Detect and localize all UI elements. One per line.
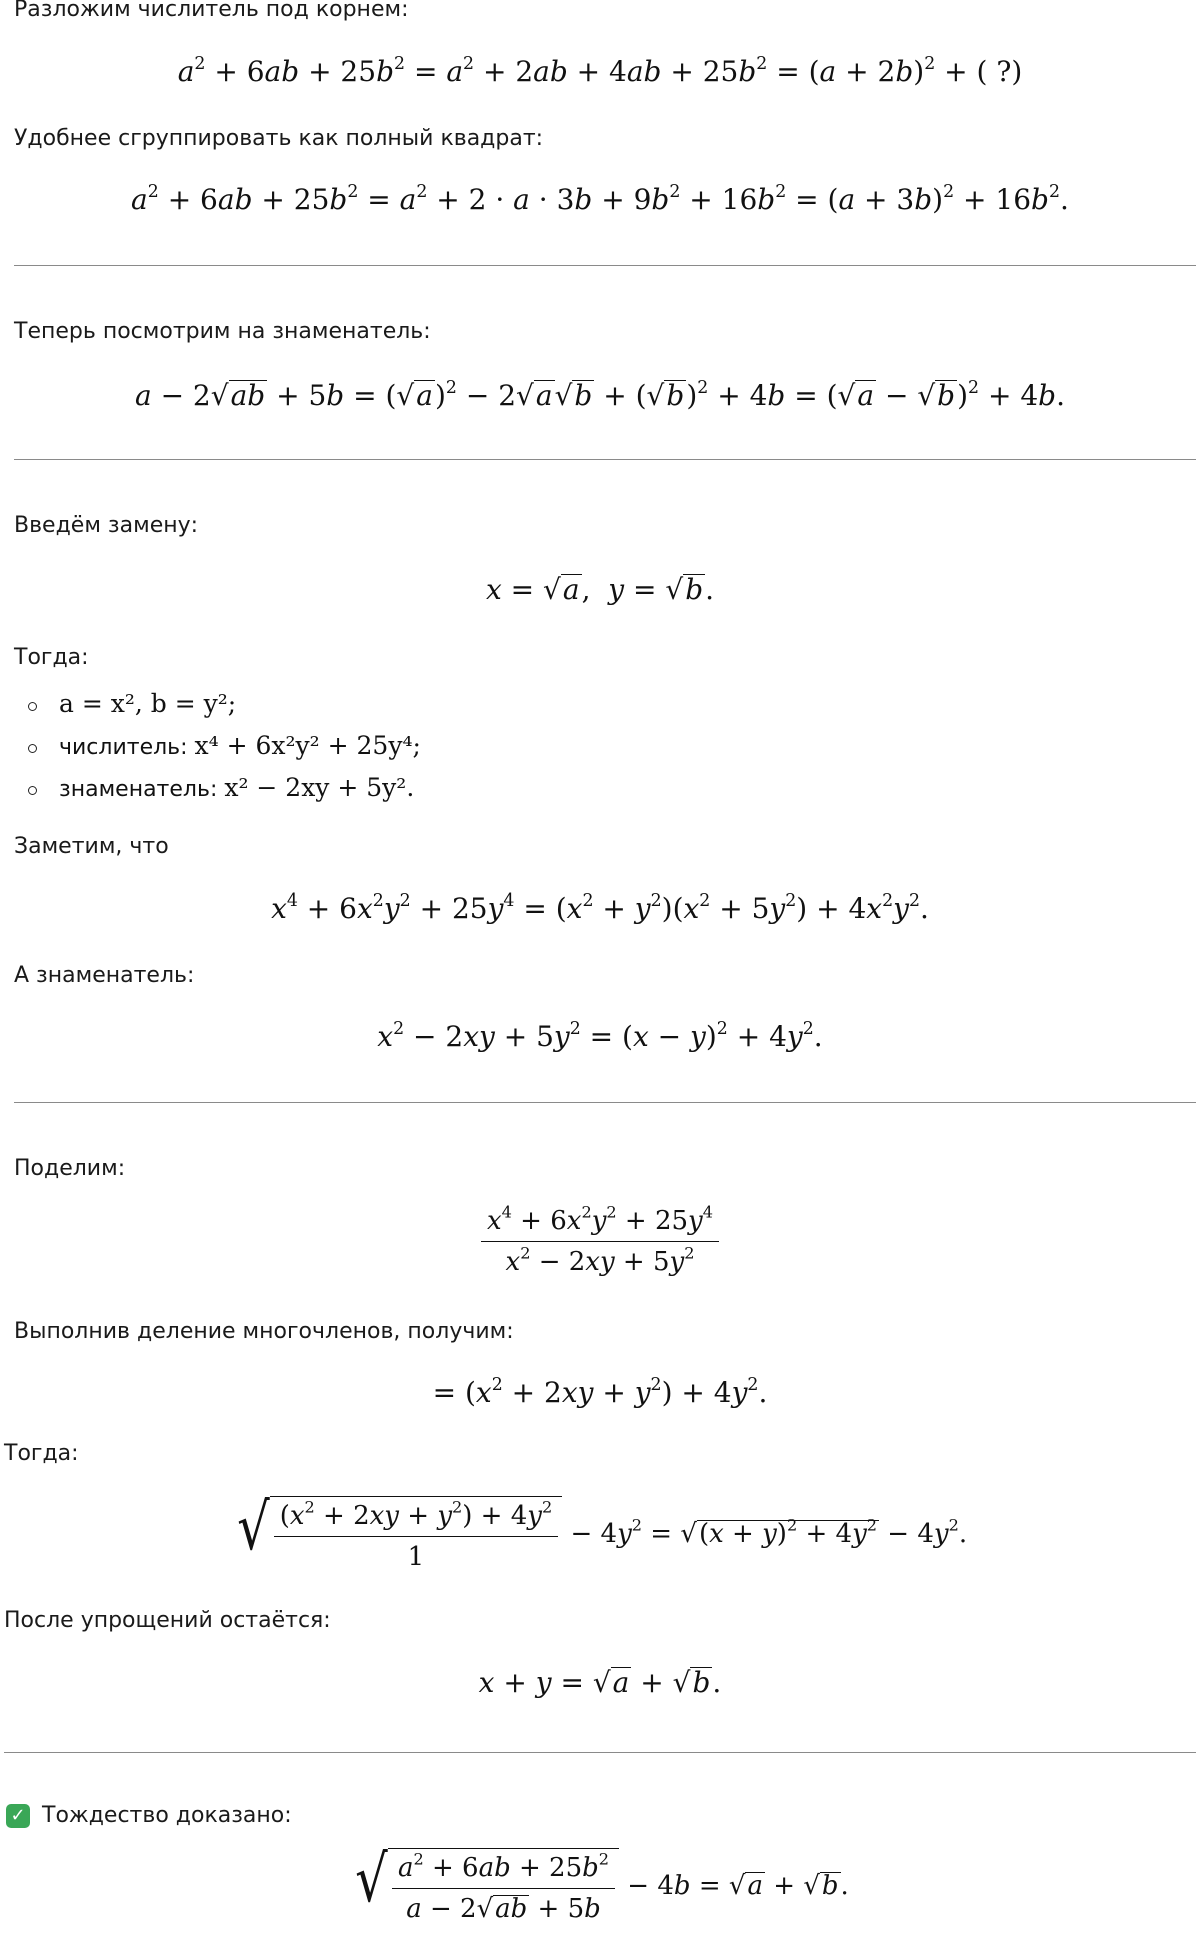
- divider-1: [14, 265, 1196, 266]
- bullet-icon: [28, 744, 37, 753]
- divider-2: [14, 459, 1196, 460]
- fraction: $\frac{x^4 + 6x^2y^2 + 25y^4}{x^2 - 2xy + 5y^2}$: [481, 1204, 719, 1279]
- bullet-math-1: a = x², b = y²;: [59, 689, 237, 718]
- label-polynomial-division: Выполнив деление многочленов, получим:: [14, 1319, 514, 1344]
- formula-denominator-xy: $x^2 - 2xy + 5y^2 = (x - y)^2 + 4y^2$.: [377, 1018, 823, 1053]
- formula-fraction: [0, 1204, 1200, 1279]
- label-then-1: Тогда:: [14, 645, 89, 670]
- bullet-math-2: x⁴ + 6x²y² + 25y⁴;: [194, 731, 421, 760]
- label-after-simplify: После упрощений остаётся:: [4, 1608, 331, 1633]
- label-note: Заметим, что: [14, 834, 169, 859]
- label-denominator: Теперь посмотрим на знаменатель:: [14, 319, 431, 344]
- bullet-icon: [28, 702, 37, 711]
- label-then-2: Тогда:: [4, 1441, 79, 1466]
- label-divide: Поделим:: [14, 1156, 126, 1181]
- list-item: [28, 731, 421, 763]
- bullet-text-2: числитель:: [59, 735, 195, 760]
- formula-root-simplify: √ $\frac{(x^2 + 2xy + y^2) + 4y^2}{1}$ − $4y^2 = √(x + y)^2 + 4y^2 - 4y^2$.: [0, 1496, 1200, 1574]
- radical: √ $\frac{a^2 + 6ab + 25b^2}{a - 2√ab + 5b}$: [351, 1848, 619, 1926]
- divider-3: [14, 1102, 1196, 1103]
- label-and-denominator: А знаменатель:: [14, 963, 195, 988]
- list-item: [28, 689, 236, 721]
- bullet-math-3: x² − 2xy + 5y².: [224, 773, 415, 802]
- formula-final-sum: x + y = √a + √b.: [478, 1666, 722, 1699]
- formula-substitution: x = √a, y = √b.: [485, 573, 715, 606]
- formula-numerator-expansion-1: $a^2 + 6ab + 25b^2 = a^2 + 2ab + 4ab + 25b^2 = (a + 2b)^2$ + ( ?): [177, 53, 1023, 88]
- formula-identity: √ $\frac{a^2 + 6ab + 25b^2}{a - 2√ab + 5b}$ − 4b = √a + √b.: [0, 1848, 1200, 1926]
- label-identity-proved: Тождество доказано:: [42, 1803, 292, 1828]
- bullet-icon: [28, 786, 37, 795]
- radical: √ $\frac{(x^2 + 2xy + y^2) + 4y^2}{1}$: [233, 1496, 562, 1574]
- formula-numerator-xy: $x^4 + 6x^2y^2 + 25y^4 = (x^2 + y^2)(x^2 + 5y^2) + 4x^2y^2$.: [271, 890, 929, 925]
- label-group-square: Удобнее сгруппировать как полный квадрат:: [14, 126, 544, 151]
- conclusion-heading: [6, 1802, 292, 1830]
- label-expand-numerator: Разложим числитель под корнем:: [14, 0, 409, 22]
- formula-denominator-expansion: $a - 2√ab + 5b = (√a)^2 - 2√a√b + (√b)^2 + 4b = (√a - √b)^2 + 4b$.: [134, 377, 1066, 412]
- formula-numerator-expansion-2: $a^2 + 6ab + 25b^2 = a^2 + 2 \cdot a \cdot 3b + 9b^2 + 16b^2 = (a + 3b)^2 + 16b^2$.: [131, 181, 1069, 216]
- bullet-text-3: знаменатель:: [59, 777, 225, 802]
- divider-4: [4, 1752, 1196, 1753]
- list-item: [28, 773, 414, 805]
- label-substitution: Введём замену:: [14, 513, 199, 538]
- formula-division-result: = $(x^2 + 2xy + y^2) + 4y^2$.: [432, 1374, 768, 1409]
- check-mark-icon: ✓: [6, 1804, 30, 1828]
